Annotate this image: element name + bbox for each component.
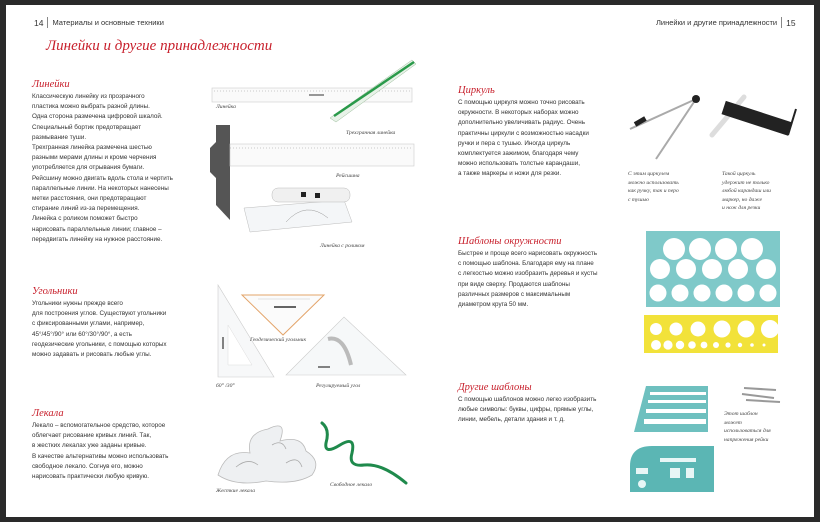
section-heading-rulers: Линейки xyxy=(32,79,70,90)
template-hole xyxy=(756,259,776,279)
section-heading-other-templates: Другие шаблоны xyxy=(458,382,532,393)
template-hole xyxy=(650,285,667,302)
template-hole xyxy=(738,343,742,347)
rulers-illustration xyxy=(206,60,416,260)
book-spread xyxy=(6,5,814,517)
template-hole xyxy=(763,344,766,347)
section-text-set-squares: Угольники нужны прежде всего для построения углов. Существуют угольники с фиксированными углами, например, 45°/45°/90° или 60°/30°/90°, а есть геодезические угольники, с помощью которых можно задавать и рисовать любые углы. xyxy=(32,300,167,359)
template-hole xyxy=(672,285,689,302)
section-heading-set-squares: Угольники xyxy=(32,286,78,297)
left-running-head-text: Материалы и основные техники xyxy=(52,18,164,27)
divider xyxy=(47,17,48,28)
left-page-number: 14 xyxy=(34,17,44,28)
lettering-template-image xyxy=(634,386,708,432)
section-heading-compass: Циркуль xyxy=(458,85,495,96)
template-hole xyxy=(714,321,731,338)
template-hole xyxy=(702,259,722,279)
divider xyxy=(781,17,782,28)
template-hole xyxy=(728,259,748,279)
template-hole xyxy=(691,322,706,337)
section-heading-curves: Лекала xyxy=(32,408,64,419)
template-hole xyxy=(650,259,670,279)
right-running-head xyxy=(656,17,796,28)
caption-rolling-ruler: Линейка с роликом xyxy=(320,243,365,249)
template-hole xyxy=(688,341,696,349)
furniture-template-image xyxy=(630,446,714,492)
template-hole xyxy=(741,238,763,260)
other-templates-illustration xyxy=(616,380,816,520)
right-running-head-text: Линейки и другие принадлежности xyxy=(656,18,778,27)
template-hole xyxy=(725,342,730,347)
curves-illustration xyxy=(206,405,416,515)
template-hole xyxy=(761,320,779,338)
beam-compass-image xyxy=(712,97,796,136)
template-hole xyxy=(663,238,685,260)
template-hole xyxy=(676,259,696,279)
template-hole xyxy=(694,285,711,302)
caption-ruler: Линейка xyxy=(216,104,236,110)
right-page-number: 15 xyxy=(786,17,796,28)
caption-compass-2: Такой циркуль удержит не только любой карандаш или маркер, но даже и нож для резки xyxy=(722,171,771,212)
caption-adjustable: Регулируемый угол xyxy=(316,383,361,389)
template-hole xyxy=(716,285,733,302)
template-hole xyxy=(670,323,683,336)
geo-triangle-image xyxy=(242,295,324,335)
caption-set-square: 60° /30° xyxy=(216,383,235,389)
flexible-curve-image xyxy=(322,423,406,483)
section-text-compass: С помощью циркуля можно точно рисовать окружности. В некоторых наборах можно дополнительно увеличивать радиус. Очень практичны циркули с возможностью насадки ручки и пера с тушью. Иногда циркуль комплектуется зажимом, благодаря чему можно использовать толстые карандаши, а также маркеры и ножи для резки. xyxy=(458,99,589,178)
left-running-head xyxy=(34,17,164,28)
section-heading-circle-templates: Шаблоны окружности xyxy=(458,236,562,247)
caption-triangular-ruler: Трехгранная линейка xyxy=(346,130,396,136)
caption-compass-1: С этим циркулем можно использовать как ручку, так и перо с тушью xyxy=(628,171,679,203)
template-hole xyxy=(750,343,754,347)
caption-t-square: Рейсшина xyxy=(336,173,360,179)
section-text-curves: Лекало – вспомогательное средство, которое облегчает рисование кривых линий. Так, в жестких лекалах уже заданы кривые. В качестве альтернативы можно использовать свободное лекало. Согнув его, можно нарисовать практически любую кривую. xyxy=(32,422,169,481)
template-hole xyxy=(701,342,708,349)
caption-rigid-curves: Жесткие лекала xyxy=(216,488,255,494)
template-hole xyxy=(738,285,755,302)
template-hole xyxy=(713,342,719,348)
set-squares-illustration xyxy=(206,277,416,407)
section-text-other-templates: С помощью шаблонов можно легко изобразить любые символы: буквы, цифры, прямые углы, линии, мебель, детали здания и т. д. xyxy=(458,396,597,424)
section-text-rulers: Классическую линейку из прозрачного пластика можно выбрать разной длины. Одна сторона размечена цифровой шкалой. Специальный бортик предотвращает размывание туши. Трехгранная линейка размечена шестью разными мерами длины и кроме черчения употребляется для отрывания бумаги. Рейсшину можно двигать вдоль стола и чертить параллельные линии. На некоторых нанесены метки расстояния, они предотвращают стирание линий из-за перемещения. Линейка с роликом поможет быстро нарисовать параллельные линии; главное – передвигать линейку на нужное расстояние. xyxy=(32,93,173,243)
caption-geo-triangle: Геодезический угольник xyxy=(250,337,307,343)
compasses-illustration xyxy=(616,65,806,165)
template-hole xyxy=(663,340,672,349)
adjustable-set-square-image xyxy=(286,317,406,375)
rolling-ruler-image xyxy=(244,188,352,232)
template-hole xyxy=(738,321,755,338)
compass-image xyxy=(630,95,700,159)
sketch-image xyxy=(742,388,780,402)
template-hole xyxy=(651,340,661,350)
template-hole xyxy=(676,341,684,349)
template-hole xyxy=(715,238,737,260)
template-hole xyxy=(650,323,662,335)
template-hole xyxy=(760,285,777,302)
caption-templates: Этот шаблон может использоваться для напряжения рейки xyxy=(724,411,771,443)
section-text-circle-templates: Быстрее и проще всего нарисовать окружность с помощью шаблона. Благодаря ему на плане с легкостью можно изобразить деревья и кусты при виде сверху. Продаются шаблоны различных размеров с максимальным диаметром круга 50 мм. xyxy=(458,250,598,309)
page-title: Линейки и другие принадлежности xyxy=(46,38,273,54)
circle-templates-illustration xyxy=(626,225,816,365)
caption-flexible-curve: Свободное лекало xyxy=(330,482,373,488)
rigid-curves-image xyxy=(218,426,316,483)
template-hole xyxy=(689,238,711,260)
